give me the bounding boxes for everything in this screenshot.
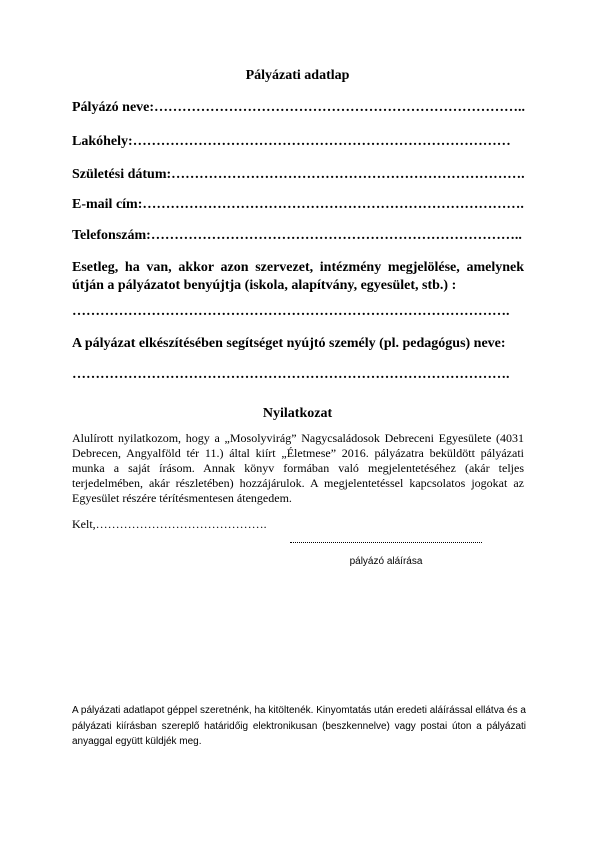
footer-note: A pályázati adatlapot géppel szeretnénk, ha kitöltenék. Kinyomtatás után eredeti aláírással ellátva és a pályázati kiírásban szereplő határidőig elektronikusan (beszkennelve) vagy postai úton a pályázati anyaggal együtt küldjék meg. (72, 705, 526, 747)
organization-dots: …………………………………………………………………………………. (72, 304, 510, 319)
declaration-body: Alulírott nyilatkozom, hogy a „Mosolyvirág” Nagycsaládosok Debreceni Egyesülete (4031 Debrecen, Angyalföld tér 11.) által kiírt „Életmese” 2016. pályázatra beküldött pályázati munka a saját írásom. Annak könyv formában való megjelentetéséhez (akár teljes terjedelmében, akár részletében) hozzájárulok. A megjelentetéssel kapcsolatos jogokat az Egyesület részére térítésmentesen átengedem. (72, 431, 524, 505)
helper-dots: …………………………………………………………………………………. (72, 367, 510, 382)
phone-dots: …………………………………………………………………….. (150, 228, 522, 243)
residence-label: Lakóhely: (72, 134, 133, 149)
place-date-line: Kelt,……………………………………. (72, 517, 267, 531)
form-title: Pályázati adatlap (245, 68, 350, 83)
email-label: E-mail cím: (72, 197, 143, 212)
declaration-title: Nyilatkozat (262, 406, 333, 421)
phone-field (72, 228, 532, 244)
birth-date-field (72, 167, 532, 183)
applicant-name-label: Pályázó neve: (72, 100, 155, 115)
signature-line (290, 542, 482, 543)
helper-question: A pályázat elkészítésében segítséget nyújtó személy (pl. pedagógus) neve: (72, 336, 506, 351)
email-dots: ………………………………………………………………………. (142, 197, 524, 212)
applicant-name-field (72, 100, 532, 116)
residence-dots: ……………………………………………………………………… (132, 134, 511, 149)
applicant-name-dots: …………………………………………………………………….. (154, 100, 526, 115)
signature-label: pályázó aláírása (349, 556, 423, 567)
residence-field (72, 134, 532, 150)
birth-date-label: Születési dátum: (72, 167, 172, 182)
phone-label: Telefonszám: (72, 228, 151, 243)
organization-question: Esetleg, ha van, akkor azon szervezet, intézmény megjelölése, amelynek útján a pályázatot benyújtja (iskola, alapítvány, egyesület, stb.) : (72, 260, 524, 293)
email-field (72, 197, 532, 213)
birth-date-dots: …………………………………………………………………. (171, 167, 525, 182)
